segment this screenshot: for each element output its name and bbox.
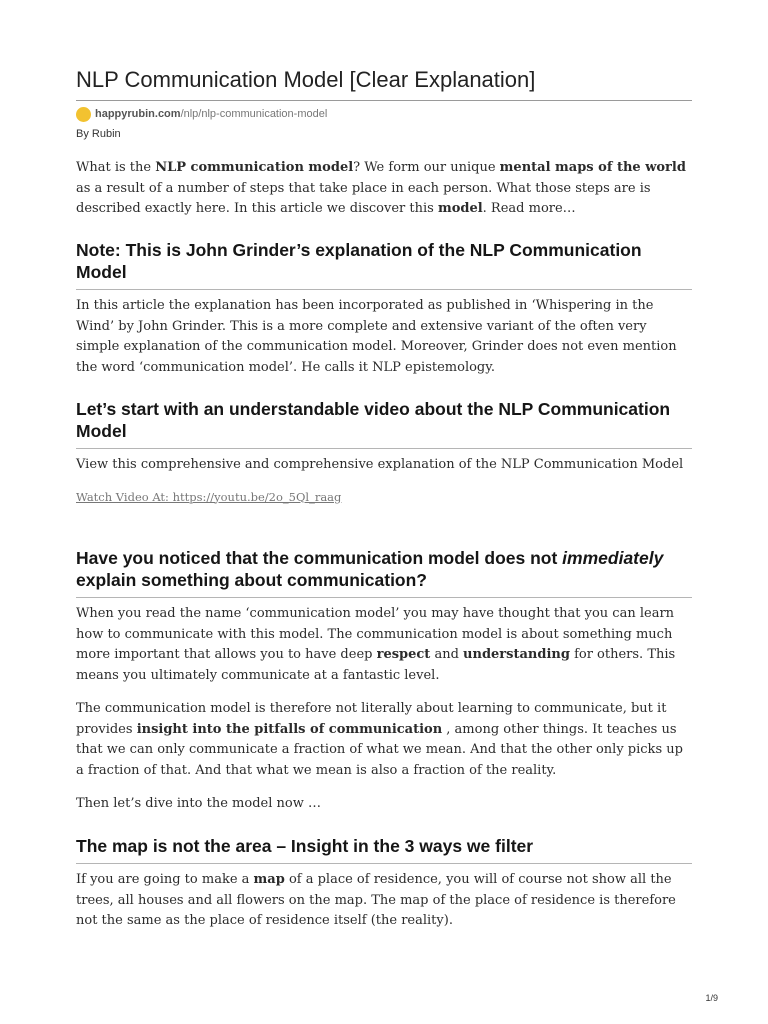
heading-text: explain something about communication? [76, 570, 427, 590]
section-divider [76, 863, 692, 864]
text-run: The communication model is therefore not literally about learning to communicate, but it provides [76, 701, 667, 737]
text-run: ? We form our unique [353, 160, 500, 175]
section-heading: The map is not the area – Insight in the 3 ways we filter [76, 836, 534, 856]
page-title: NLP Communication Model [Clear Explanation] [76, 67, 536, 92]
text-run: , among other things. It teaches us that we can only communicate a fraction of what we mean. And that the other only picks up a fraction of that. And that what we mean is also a fraction of the reality. [76, 721, 683, 778]
text-run: as a result of a number of steps that take place in each person. What those steps are is described exactly here. In this article we discover this [76, 180, 651, 216]
section-divider [76, 289, 692, 290]
source-path[interactable]: /nlp/nlp-communication-model [180, 108, 328, 120]
intro-paragraph [76, 158, 692, 220]
heading-text: Have you noticed that the communication model does not [76, 548, 563, 568]
text-run: . Read more… [482, 201, 576, 216]
source-domain[interactable]: happyrubin.com [95, 108, 181, 120]
byline: By Rubin [76, 128, 121, 140]
section-heading: Let’s start with an understandable video about the NLP Communication Model [76, 399, 671, 441]
section-heading: Note: This is John Grinder’s explanation of the NLP Communication Model [76, 240, 642, 282]
bold-phrase: model [437, 201, 483, 216]
section-noticed [76, 547, 692, 815]
section-paragraph [76, 870, 692, 932]
text-run: If you are going to make a [76, 872, 254, 887]
section-video [76, 398, 692, 506]
bold-phrase: map [253, 872, 285, 887]
bold-phrase: understanding [463, 647, 570, 662]
section-paragraph: View this comprehensive and comprehensive explanation of the NLP Communication Model [76, 457, 684, 472]
text-run: What is the [76, 160, 156, 175]
section-paragraph: In this article the explanation has been incorporated as published in ‘Whispering in the Wind’ by John Grinder. This is a more complete and extensive variant of the often very simple explanation of the communication model. Moreover, Grinder does not even mention the word ‘communication model’. He calls it NLP epistemology. [76, 298, 677, 375]
heading-emphasis: immediately [562, 548, 664, 568]
section-paragraph [76, 604, 692, 686]
section-heading [76, 547, 692, 591]
page-number: 1/9 [705, 993, 718, 1003]
text-run: and [430, 647, 464, 662]
text-run: When you read the name ‘communication model’ you may have thought that you can learn how to communicate with this model. The communication model is about something much more important that allows you to have deep [76, 606, 675, 662]
intro-block [76, 158, 692, 220]
section-divider [76, 448, 692, 449]
text-run: for others. This means you ultimately communicate at a fantastic level. [76, 647, 676, 683]
bold-phrase: mental maps of the world [499, 160, 686, 175]
bold-phrase: insight into the pitfalls of communication [136, 721, 443, 737]
section-note [76, 239, 692, 378]
section-paragraph [76, 699, 692, 781]
section-map [76, 835, 692, 932]
source-line[interactable] [76, 105, 327, 123]
favicon-icon [76, 107, 91, 122]
bold-phrase: respect [376, 647, 431, 662]
section-divider [76, 597, 692, 598]
text-run: of a place of residence, you will of course not show all the trees, all houses and all flowers on the map. The map of the place of residence is therefore not the same as the place of residence itself (the reality). [76, 872, 676, 928]
section-paragraph: Then let’s dive into the model now … [76, 796, 321, 811]
video-link[interactable]: Watch Video At: https://youtu.be/2o_5Ql_raag [76, 489, 342, 504]
bold-phrase: NLP communication model [155, 160, 354, 175]
title-divider [76, 100, 692, 101]
